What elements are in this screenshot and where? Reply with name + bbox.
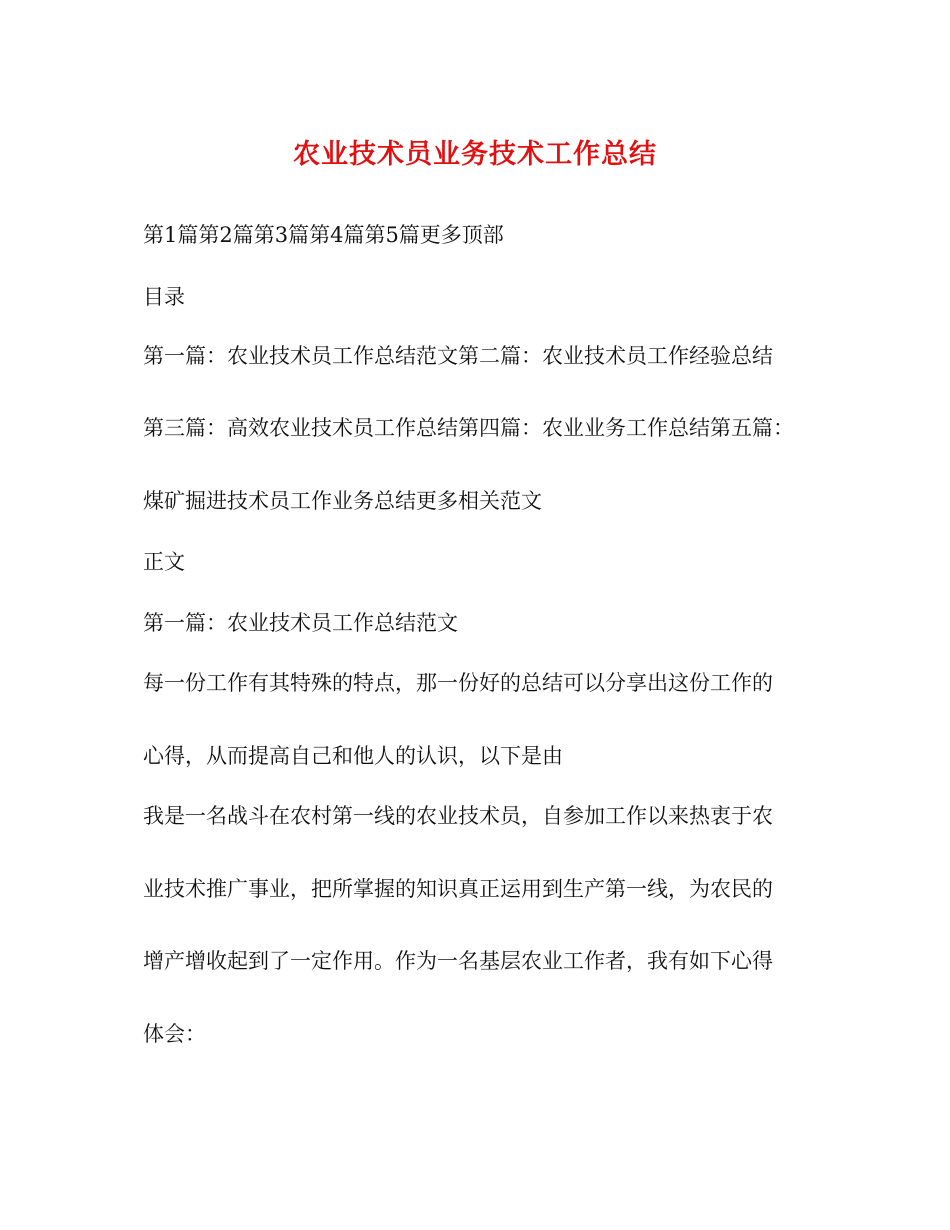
paragraph-line: 我是一名战斗在农村第一线的农业技术员，自参加工作以来热衷于农 (143, 804, 773, 828)
body-heading: 正文 (143, 550, 185, 574)
section-nav: 第1篇第2篇第3篇第4篇第5篇更多顶部 (143, 223, 504, 247)
section-title: 第一篇：农业技术员工作总结范文 (143, 611, 458, 635)
paragraph-line: 业技术推广事业，把所掌握的知识真正运用到生产第一线，为农民的 (143, 877, 773, 901)
toc-heading: 目录 (143, 285, 185, 309)
toc-line: 煤矿掘进技术员工作业务总结更多相关范文 (143, 489, 542, 513)
paragraph-line: 心得，从而提高自己和他人的认识，以下是由 (143, 744, 563, 768)
document-title: 农业技术员业务技术工作总结 (293, 139, 657, 170)
paragraph-line: 增产增收起到了一定作用。作为一名基层农业工作者，我有如下心得 (143, 949, 773, 973)
paragraph-line: 体会： (143, 1022, 206, 1046)
toc-line: 第三篇：高效农业技术员工作总结第四篇：农业业务工作总结第五篇： (143, 416, 794, 440)
toc-line: 第一篇：农业技术员工作总结范文第二篇：农业技术员工作经验总结 (143, 344, 773, 368)
paragraph-line: 每一份工作有其特殊的特点，那一份好的总结可以分享出这份工作的 (143, 671, 773, 695)
